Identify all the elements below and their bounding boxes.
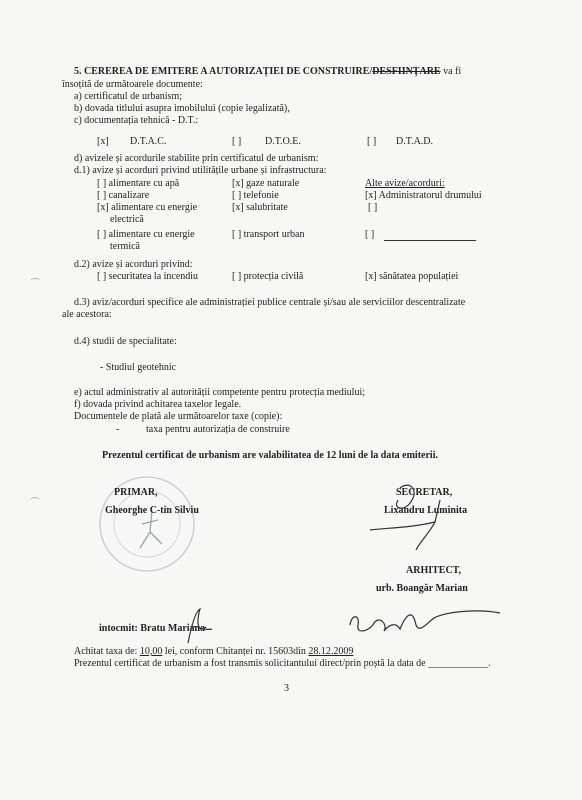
list-dash: - — [116, 424, 120, 435]
section-subtitle: însoțită de următoarele documente: — [62, 79, 203, 90]
item-c: c) documentația tehnică - D.T.: — [74, 115, 199, 126]
arhitect-signature — [340, 595, 510, 650]
d1-col2-item: [x] salubritate — [232, 202, 288, 213]
d1-col1-item: [ ] alimentare cu apă — [97, 178, 180, 189]
d1-col1-item: [ ] alimentare cu energie — [97, 229, 195, 240]
d1-col1-item: [ ] canalizare — [97, 190, 150, 201]
d1-col3-item: [x] Administratorul drumului — [365, 190, 482, 201]
d1-col1-item: electrică — [110, 214, 144, 225]
item-a: a) certificatul de urbanism; — [74, 91, 183, 102]
d1-col2-item: [x] gaze naturale — [232, 178, 300, 189]
secretar-signature — [340, 470, 470, 560]
item-f: f) dovada privind achitarea taxelor legale. — [74, 399, 242, 410]
dtad-label: D.T.A.D. — [396, 136, 434, 147]
section-title: 5. CEREREA DE EMITERE A AUTORIZAȚIEI DE CONSTRUIRE/DESFIINȚARE va fi — [74, 66, 462, 77]
dtoe-label: D.T.O.E. — [265, 136, 301, 147]
d1-col1-item: [x] alimentare cu energie — [97, 202, 198, 213]
item-d-intro: d) avizele și acordurile stabilite prin certificatul de urbanism: — [74, 153, 319, 164]
secretar-title: SECRETAR, — [396, 487, 453, 498]
d1-col2-item: [ ] transport urban — [232, 229, 305, 240]
punch-hole-mark — [30, 497, 40, 504]
arhitect-title: ARHITECT, — [406, 565, 462, 576]
d2-item: [ ] securitatea la incendiu — [97, 271, 199, 282]
secretar-name: Lixandru Luminita — [384, 505, 468, 516]
item-d2: d.2) avize și acorduri privind: — [74, 259, 193, 270]
payment-docs: Documentele de plată ale următoarelor taxe (copie): — [74, 411, 283, 422]
payment-line: Achitat taxa de: 10,00 lei, conform Chitanței nr. 15603din 28.12.2009 — [74, 646, 354, 657]
item-e: e) actul administrativ al autorității competente pentru protecția mediului; — [74, 387, 366, 398]
primar-title: PRIMAR, — [114, 487, 158, 498]
item-d3-cont: ale acestora: — [62, 309, 112, 320]
transmission-line: Prezentul certificat de urbanism a fost transmis solicitantului direct/prin poștă la data de ____________. — [74, 658, 491, 669]
item-b: b) dovada titlului asupra imobilului (copie legalizată), — [74, 103, 290, 114]
other-approvals-title: Alte avize/acorduri: — [365, 178, 445, 189]
dtoe-checkbox: [ ] — [232, 136, 242, 147]
arhitect-name: urb. Boangăr Marian — [376, 583, 468, 594]
d4-item: - Studiul geotehnic — [100, 362, 177, 373]
prepared-by-signature — [178, 603, 218, 648]
validity-statement: Prezentul certificat de urbanism are valabilitatea de 12 luni de la data emiterii. — [102, 450, 438, 461]
d2-item: [x] sănătatea populației — [365, 271, 459, 282]
primar-name: Gheorghe C-tin Silviu — [105, 505, 199, 516]
dtad-checkbox: [ ] — [367, 136, 377, 147]
prepared-by: intocmit: Bratu Mariana — [99, 623, 206, 634]
dtac-checkbox: [x] — [97, 136, 109, 147]
blank-line — [384, 240, 476, 241]
item-d4: d.4) studii de specialitate: — [74, 336, 177, 347]
tax-item: taxa pentru autorizația de construire — [146, 424, 290, 435]
item-d1: d.1) avize și acorduri privind utilitățile urbane și infrastructura: — [74, 165, 327, 176]
item-d3: d.3) aviz/acorduri specifice ale administrației publice centrale și/sau ale serviciilor descentralizate — [74, 297, 466, 308]
d1-col3-item: [ ] — [365, 229, 375, 240]
page-number: 3 — [284, 683, 289, 694]
d1-col3-item: [ ] — [368, 202, 378, 213]
punch-hole-mark — [30, 278, 40, 285]
d1-col1-item: termică — [110, 241, 140, 252]
dtac-label: D.T.A.C. — [130, 136, 167, 147]
d1-col2-item: [ ] telefonie — [232, 190, 279, 201]
d2-item: [ ] protecția civilă — [232, 271, 304, 282]
